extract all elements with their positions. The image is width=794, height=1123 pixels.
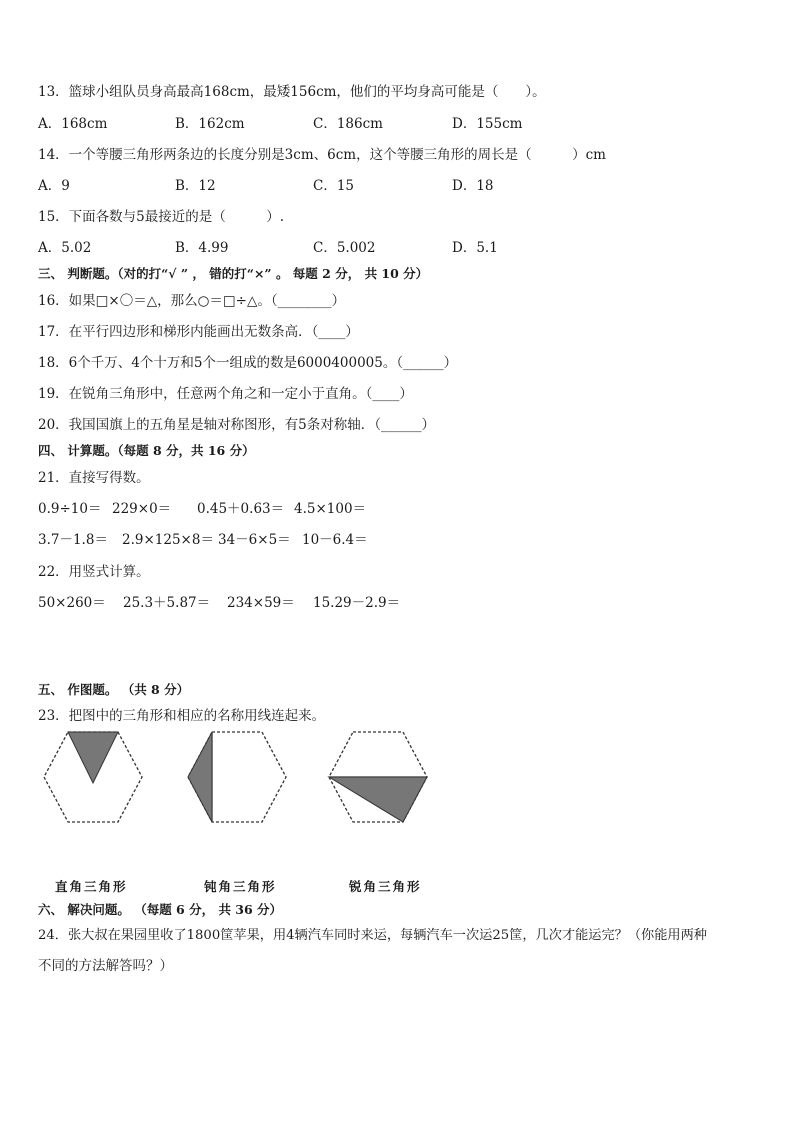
q21-item: 10－6.4＝ bbox=[302, 532, 368, 548]
q21-item: 3.7－1.8＝ bbox=[38, 532, 108, 548]
q21-item: 2.9×125×8＝ bbox=[122, 532, 214, 548]
q21-item: 0.45＋0.63＝ bbox=[197, 501, 285, 517]
q15-option-a[interactable]: A．5.02 bbox=[38, 240, 92, 256]
hexagon-figure-acute-triangle bbox=[325, 728, 431, 826]
question-14-text: 14．一个等腰三角形两条边的长度分别是3cm、6cm，这个等腰三角形的周长是（ ）cm bbox=[38, 147, 606, 163]
q21-item: 4.5×100＝ bbox=[294, 501, 367, 517]
q15-option-c[interactable]: C．5.002 bbox=[313, 240, 376, 256]
q13-option-d[interactable]: D．155cm bbox=[452, 116, 523, 132]
section-5-heading: 五、 作图题。 （共 8 分） bbox=[38, 682, 190, 697]
question-17-text: 17．在平行四边形和梯形内能画出无数条高．（____） bbox=[38, 324, 359, 340]
section-4-heading: 四、 计算题。（每题 8 分，共 16 分） bbox=[38, 443, 255, 458]
q15-option-b[interactable]: B．4.99 bbox=[175, 240, 229, 256]
hexagon-figure-obtuse-triangle bbox=[184, 728, 290, 826]
section-6-heading: 六、 解决问题。 （每题 6 分， 共 36 分） bbox=[38, 902, 283, 917]
question-16-text: 16．如果□×〇＝△，那么○＝□÷△。（________） bbox=[38, 293, 346, 309]
q14-option-c[interactable]: C．15 bbox=[313, 178, 355, 194]
question-21-text: 21．直接写得数。 bbox=[38, 470, 150, 486]
question-19-text: 19．在锐角三角形中，任意两个角之和一定小于直角。（____） bbox=[38, 386, 413, 402]
q22-item: 15.29－2.9＝ bbox=[313, 595, 401, 611]
question-24-text-line1: 24．张大叔在果园里收了1800筐苹果，用4辆汽车同时来运，每辆汽车一次运25筐，几次才能运完？（你能用两种 bbox=[38, 928, 707, 943]
question-18-text: 18．6个千万、4个十万和5个一组成的数是6000400005。（______） bbox=[38, 355, 458, 371]
section-3-heading: 三、 判断题。（对的打“√ ” ， 错的打“×” 。 每题 2 分， 共 10 分） bbox=[38, 266, 429, 281]
label-obtuse-triangle[interactable]: 钝角三角形 bbox=[204, 879, 277, 894]
q21-item: 229×0＝ bbox=[112, 501, 172, 517]
q22-item: 50×260＝ bbox=[38, 595, 106, 611]
q14-option-b[interactable]: B．12 bbox=[175, 178, 216, 194]
question-24-text-line2: 不同的方法解答吗？） bbox=[38, 958, 173, 974]
q21-item: 0.9÷10＝ bbox=[38, 501, 102, 517]
label-acute-triangle[interactable]: 锐角三角形 bbox=[349, 879, 422, 894]
q14-option-a[interactable]: A．9 bbox=[38, 178, 70, 194]
q13-option-c[interactable]: C．186cm bbox=[313, 116, 383, 132]
q13-option-a[interactable]: A．168cm bbox=[38, 116, 108, 132]
hexagon-figure-right-triangle bbox=[40, 728, 146, 826]
q22-item: 234×59＝ bbox=[227, 595, 295, 611]
question-22-text: 22．用竖式计算。 bbox=[38, 564, 150, 580]
q22-item: 25.3＋5.87＝ bbox=[123, 595, 211, 611]
question-20-text: 20．我国国旗上的五角星是轴对称图形，有5条对称轴．（______） bbox=[38, 417, 436, 433]
q21-item: 34－6×5＝ bbox=[218, 532, 291, 548]
question-13-text: 13．篮球小组队员身高最高168cm，最矮156cm，他们的平均身高可能是（ ）。 bbox=[38, 84, 546, 100]
q15-option-d[interactable]: D．5.1 bbox=[452, 240, 498, 256]
label-right-triangle[interactable]: 直角三角形 bbox=[55, 879, 128, 894]
question-15-text: 15．下面各数与5最接近的是（ ）. bbox=[38, 209, 285, 225]
q14-option-d[interactable]: D．18 bbox=[452, 178, 494, 194]
question-23-text: 23．把图中的三角形和相应的名称用线连起来。 bbox=[38, 708, 326, 724]
q13-option-b[interactable]: B．162cm bbox=[175, 116, 245, 132]
